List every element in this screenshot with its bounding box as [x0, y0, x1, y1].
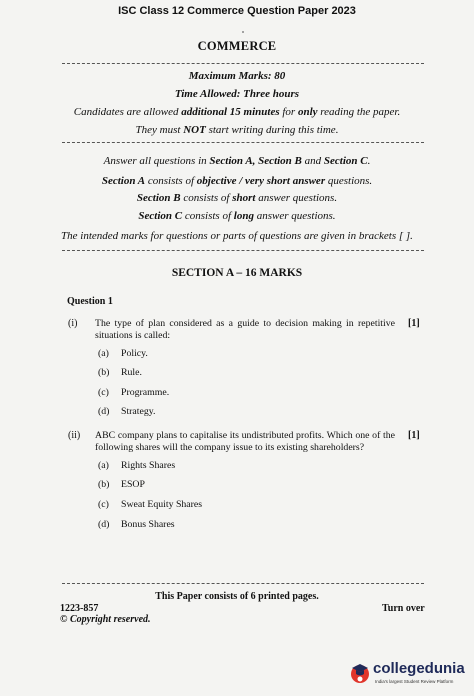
- option-text: Rule.: [121, 367, 142, 378]
- question-label: Question 1: [67, 296, 113, 307]
- option-label: (d): [98, 406, 110, 417]
- brand-name: collegedunia: [373, 660, 465, 677]
- option-label: (c): [98, 387, 109, 398]
- option-text: Bonus Shares: [121, 519, 175, 530]
- option-text: Strategy.: [121, 406, 156, 417]
- marks-badge: [1]: [408, 318, 420, 329]
- option-label: (b): [98, 367, 110, 378]
- option-label: (b): [98, 479, 110, 490]
- question-text: ABC company plans to capitalise its undistributed profits. Which one of the following shares will the company issue to its existing shareholders?: [95, 430, 395, 453]
- option-label: (c): [98, 499, 109, 510]
- instruction-line-1: Answer all questions in Section A, Section B and Section C.: [103, 155, 371, 167]
- divider-top: [62, 63, 424, 64]
- option-label: (d): [98, 519, 110, 530]
- turn-over-note: Turn over: [382, 603, 425, 614]
- option-label: (a): [98, 348, 109, 359]
- option-label: (a): [98, 460, 109, 471]
- collegedunia-logo: [350, 657, 474, 691]
- option-text: Programme.: [121, 387, 170, 398]
- time-allowed: Time Allowed: Three hours: [174, 88, 300, 100]
- question-text: The type of plan considered as a guide to decision making in repetitive situations is called:: [95, 318, 395, 341]
- instruction-line-4: Section C consists of long answer questions.: [138, 210, 336, 222]
- paper-code: 1223-857: [60, 603, 99, 614]
- item-number: (ii): [68, 430, 81, 441]
- option-text: Policy.: [121, 348, 148, 359]
- instruction-line-2: Section A consists of objective / very short answer questions.: [101, 175, 373, 187]
- option-text: Rights Shares: [121, 460, 176, 471]
- copyright-note: © Copyright reserved.: [60, 614, 151, 625]
- brand-tagline: India's largest Student Review Platform: [375, 679, 454, 684]
- no-writing-note: They must NOT start writing during this time.: [135, 124, 339, 136]
- section-a-heading: SECTION A – 16 MARKS: [171, 267, 303, 279]
- reading-time-note: Candidates are allowed additional 15 minutes for only reading the paper.: [73, 106, 401, 118]
- page-count-note: This Paper consists of 6 printed pages.: [155, 591, 319, 602]
- instruction-line-3: Section B consists of short answer questions.: [136, 192, 338, 204]
- instruction-line-5: The intended marks for questions or parts of questions are given in brackets [ ].: [61, 230, 413, 242]
- divider-instructions: [62, 250, 424, 251]
- max-marks: Maximum Marks: 80: [188, 70, 286, 82]
- divider-middle: [62, 142, 424, 143]
- option-text: ESOP: [121, 479, 145, 490]
- paper-title: ISC Class 12 Commerce Question Paper 2023: [118, 5, 356, 17]
- divider-footer: [62, 583, 424, 584]
- scan-dot: [242, 31, 244, 33]
- graduation-cap-icon: [350, 659, 370, 685]
- item-number: (i): [68, 318, 78, 329]
- option-text: Sweat Equity Shares: [121, 499, 203, 510]
- subject-heading: COMMERCE: [197, 39, 277, 53]
- marks-badge: [1]: [408, 430, 420, 441]
